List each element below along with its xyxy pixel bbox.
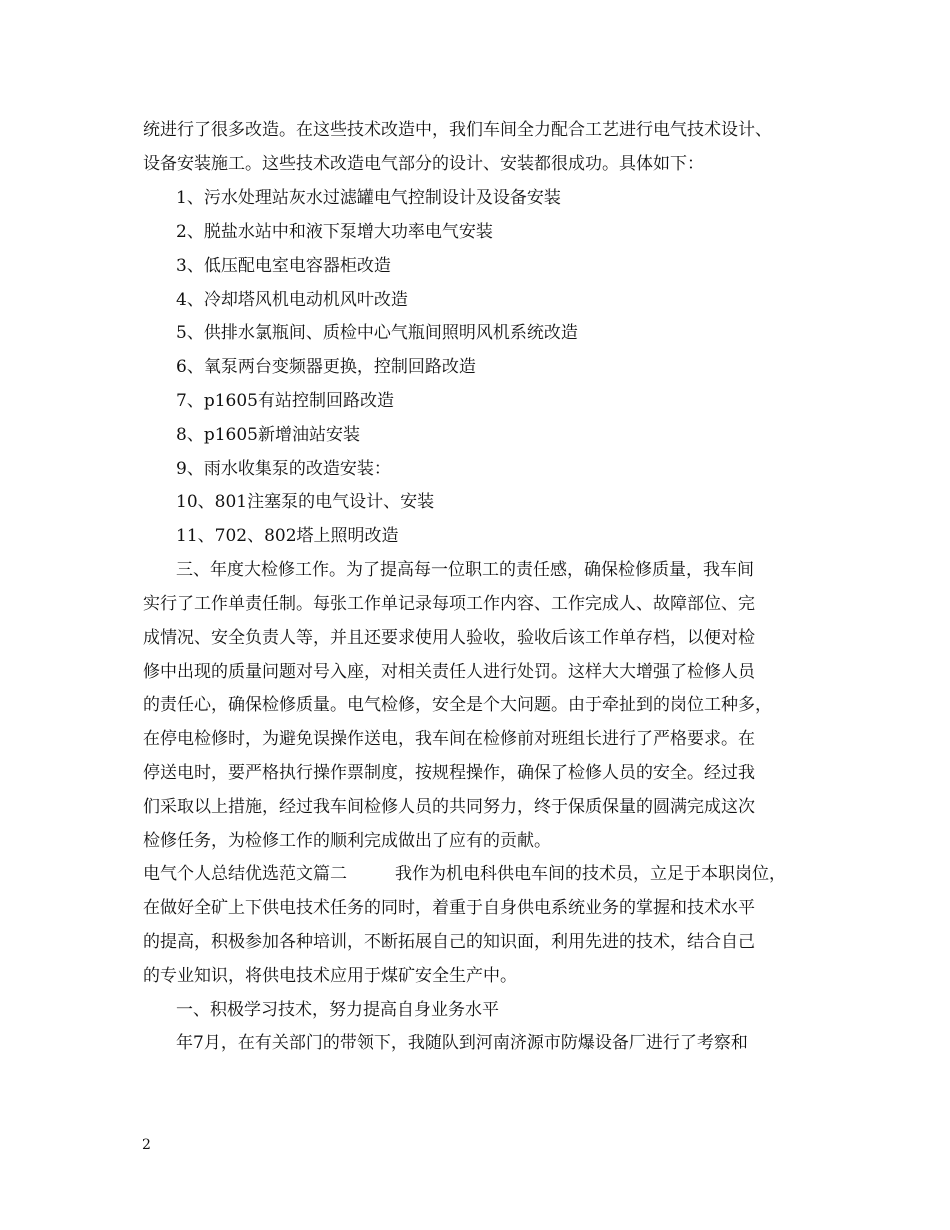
text-line: 们采取以上措施，经过我车间检修人员的共同努力，终于保质保量的圆满完成这次: [143, 797, 755, 817]
list-item: 9、雨水收集泵的改造安装：: [176, 459, 391, 479]
list-item: 1、污水处理站灰水过滤罐电气控制设计及设备安装: [176, 188, 561, 208]
text-line: 在停电检修时，为避免误操作送电，我车间在检修前对班组长进行了严格要求。在: [143, 729, 755, 749]
text-line: 修中出现的质量问题对号入座，对相关责任人进行处罚。这样大大增强了检修人员: [143, 662, 755, 682]
page-number: 2: [142, 1137, 151, 1153]
list-item: 6、氧泵两台变频器更换，控制回路改造: [176, 357, 476, 377]
list-item: 5、供排水氯瓶间、质检中心气瓶间照明风机系统改造: [176, 323, 578, 343]
section-heading-line: 一、积极学习技术，努力提高自身业务水平: [176, 1000, 499, 1020]
text-line: 的提高，积极参加各种培训，不断拓展自己的知识面，利用先进的技术，结合自己: [143, 932, 755, 952]
text-line: 的责任心，确保检修质量。电气检修，安全是个大问题。由于牵扯到的岗位工种多，: [143, 695, 772, 715]
text-line: 实行了工作单责任制。每张工作单记录每项工作内容、工作完成人、故障部位、完: [143, 594, 755, 614]
heading-line: [143, 863, 786, 885]
text-line: 在做好全矿上下供电技术任务的同时，着重于自身供电系统业务的掌握和技术水平: [143, 898, 755, 918]
text-line: 成情况、安全负责人等，并且还要求使用人验收，验收后该工作单存档，以便对检: [143, 628, 755, 648]
list-item: 2、脱盐水站中和液下泵增大功率电气安装: [176, 222, 493, 242]
list-item: 7、p1605有站控制回路改造: [176, 391, 394, 411]
list-item: 4、冷却塔风机电动机风叶改造: [176, 290, 408, 310]
text-line: 停送电时，要严格执行操作票制度，按规程操作，确保了检修人员的安全。经过我: [143, 763, 755, 783]
article-title: 电气个人总结优选范文篇二: [143, 864, 347, 884]
text-line: 检修任务，为检修工作的顺利完成做出了应有的贡献。: [143, 831, 551, 851]
list-item: 8、p1605新增油站安装: [176, 425, 360, 445]
list-item: 10、801注塞泵的电气设计、安装: [176, 492, 435, 512]
section-heading-line: 三、年度大检修工作。为了提高每一位职工的责任感，确保检修质量，我车间: [176, 560, 754, 580]
paragraph-start: 我作为机电科供电车间的技术员，立足于本职岗位，: [395, 864, 786, 884]
text-line: 设备安装施工。这些技术改造电气部分的设计、安装都很成功。具体如下：: [143, 154, 704, 174]
list-item: 3、低压配电室电容器柜改造: [176, 256, 391, 276]
text-line: 统进行了很多改造。在这些技术改造中，我们车间全力配合工艺进行电气技术设计、: [143, 120, 772, 140]
text-line: 年7月，在有关部门的带领下，我随队到河南济源市防爆设备厂进行了考察和: [176, 1033, 748, 1053]
list-item: 11、702、802塔上照明改造: [176, 526, 399, 546]
text-line: 的专业知识，将供电技术应用于煤矿安全生产中。: [143, 966, 517, 986]
